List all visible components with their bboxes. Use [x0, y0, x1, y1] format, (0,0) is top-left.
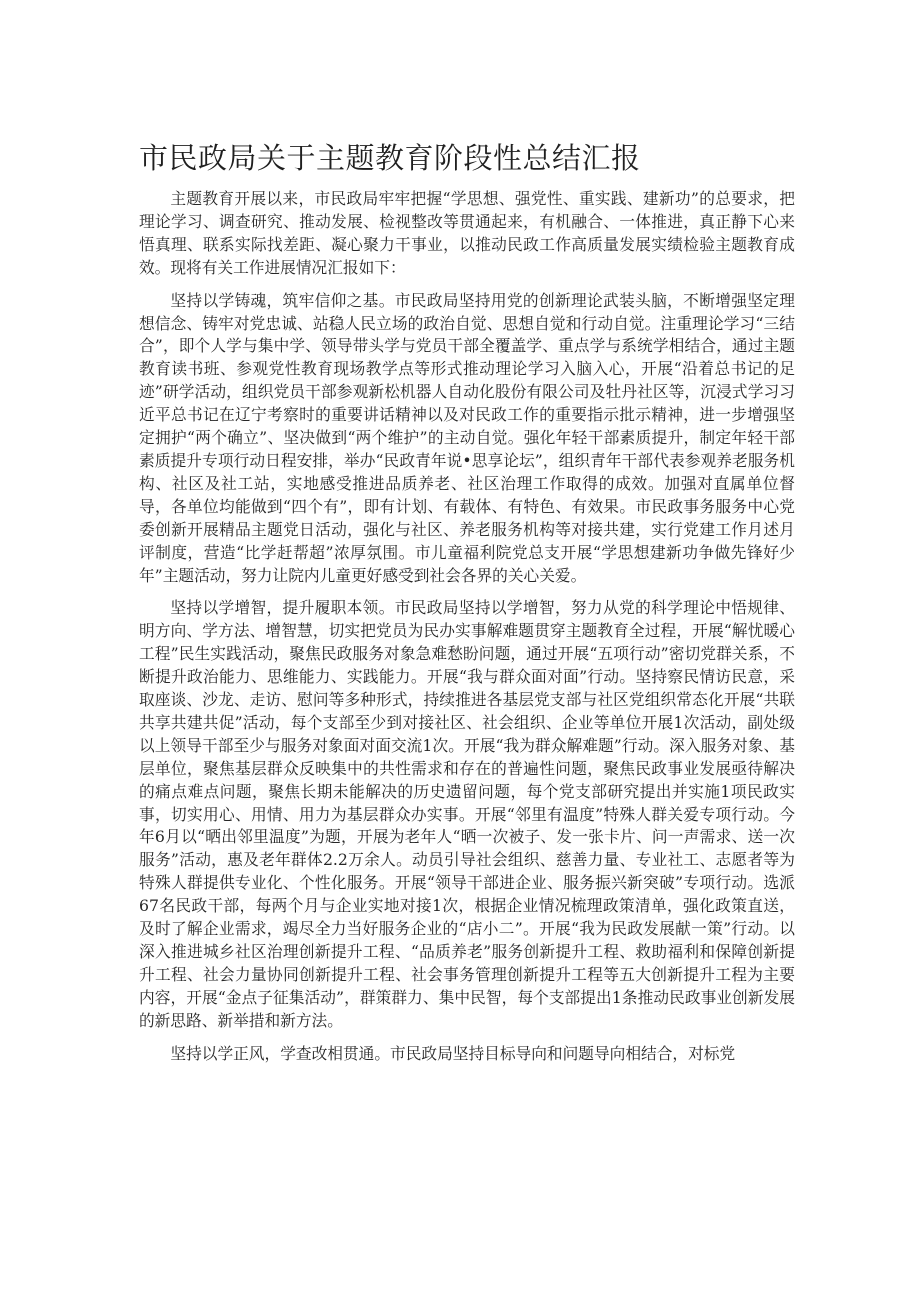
paragraph-study-soul: 坚持以学铸魂，筑牢信仰之基。市民政局坚持用党的创新理论武装头脑，不断增强坚定理想信念、铸牢对党忠诚、站稳人民立场的政治自觉、思想自觉和行动自觉。注重理论学习“三结合”，即个人学与集中学、领导带头学与党员干部全覆盖学、重点学与系统学相结合，通过主题教育读书班、参观党性教育现场教学点等形式推动理论学习入脑入心，开展“沿着总书记的足迹”研学活动，组织党员干部参观新松机器人自动化股份有限公司及牡丹社区等，沉浸式学习习近平总书记在辽宁考察时的重要讲话精神以及对民政工作的重要指示批示精神，进一步增强坚定拥护“两个确立”、坚决做到“两个维护”的主动自觉。强化年轻干部素质提升，制定年轻干部素质提升专项行动日程安排，举办“民政青年说•思享论坛”，组织青年干部代表参观养老服务机构、社区及社工站，实地感受推进品质养老、社区治理工作取得的成效。加强对直属单位督导，各单位均能做到“四个有”，即有计划、有载体、有特色、有效果。市民政事务服务中心党委创新开展精品主题党日活动，强化与社区、养老服务机构等对接共建，实行党建工作月述月评制度，营造“比学赶帮超”浓厚氛围。市儿童福利院党总支开展“学思想建新功争做先锋好少年”主题活动，努力让院内儿童更好感受到社会各界的关心关爱。: [139, 290, 795, 585]
paragraph-study-style: 坚持以学正风，学查改相贯通。市民政局坚持目标导向和问题导向相结合，对标党: [170, 1043, 736, 1063]
paragraph-intro: 主题教育开展以来，市民政局牢牢把握“学思想、强党性、重实践、建新功”的总要求，把理论学习、调查研究、推动发展、检视整改等贯通起来，有机融合、一体推进，真正静下心来悟真理、联系实际找差距、凝心聚力干事业，以推动民政工作高质量发展实绩检验主题教育成效。现将有关工作进展情况汇报如下：: [139, 189, 795, 277]
paragraph-study-wisdom: 坚持以学增智，提升履职本领。市民政局坚持以学增智，努力从党的科学理论中悟规律、明方向、学方法、增智慧，切实把党员为民办实事解难题贯穿主题教育全过程，开展“解忧暖心工程”民生实践活动，聚焦民政服务对象急难愁盼问题，通过开展“五项行动”密切党群关系，不断提升政治能力、思维能力、实践能力。开展“我与群众面对面”行动。坚持察民情访民意，采取座谈、沙龙、走访、慰问等多种形式，持续推进各基层党支部与社区党组织常态化开展“共联共享共建共促”活动，每个支部至少到对接社区、社会组织、企业等单位开展1次活动，副处级以上领导干部至少与服务对象面对面交流1次。开展“我为群众解难题”行动。深入服务对象、基层单位，聚焦基层群众反映集中的共性需求和存在的普遍性问题，聚焦民政事业发展亟待解决的痛点难点问题，聚焦长期未能解决的历史遗留问题，每个党支部研究提出并实施1项民政实事，切实用心、用情、用力为基层群众办实事。开展“邻里有温度”特殊人群关爱专项行动。今年6月以“晒出邻里温度”为题，开展为老年人“晒一次被子、发一张卡片、问一声需求、送一次服务”活动，惠及老年群体2.2万余人。动员引导社会组织、慈善力量、专业社工、志愿者等为特殊人群提供专业化、个性化服务。开展“领导干部进企业、服务振兴新突破”专项行动。选派67名民政干部，每两个月与企业实地对接1次，根据企业情况梳理政策清单，强化政策直送，及时了解企业需求，竭尽全力当好服务企业的“店小二”。开展“我为民政发展献一策”行动。以深入推进城乡社区治理创新提升工程、“品质养老”服务创新提升工程、救助福利和保障创新提升工程、社会力量协同创新提升工程、社会事务管理创新提升工程等五大创新提升工程为主要内容，开展“金点子征集活动”，群策群力、集中民智，每个支部提出1条推动民政事业创新发展的新思路、新举措和新方法。: [139, 598, 795, 1030]
document-title: 市民政局关于主题教育阶段性总结汇报: [139, 141, 641, 175]
document-body: [139, 188, 795, 1076]
